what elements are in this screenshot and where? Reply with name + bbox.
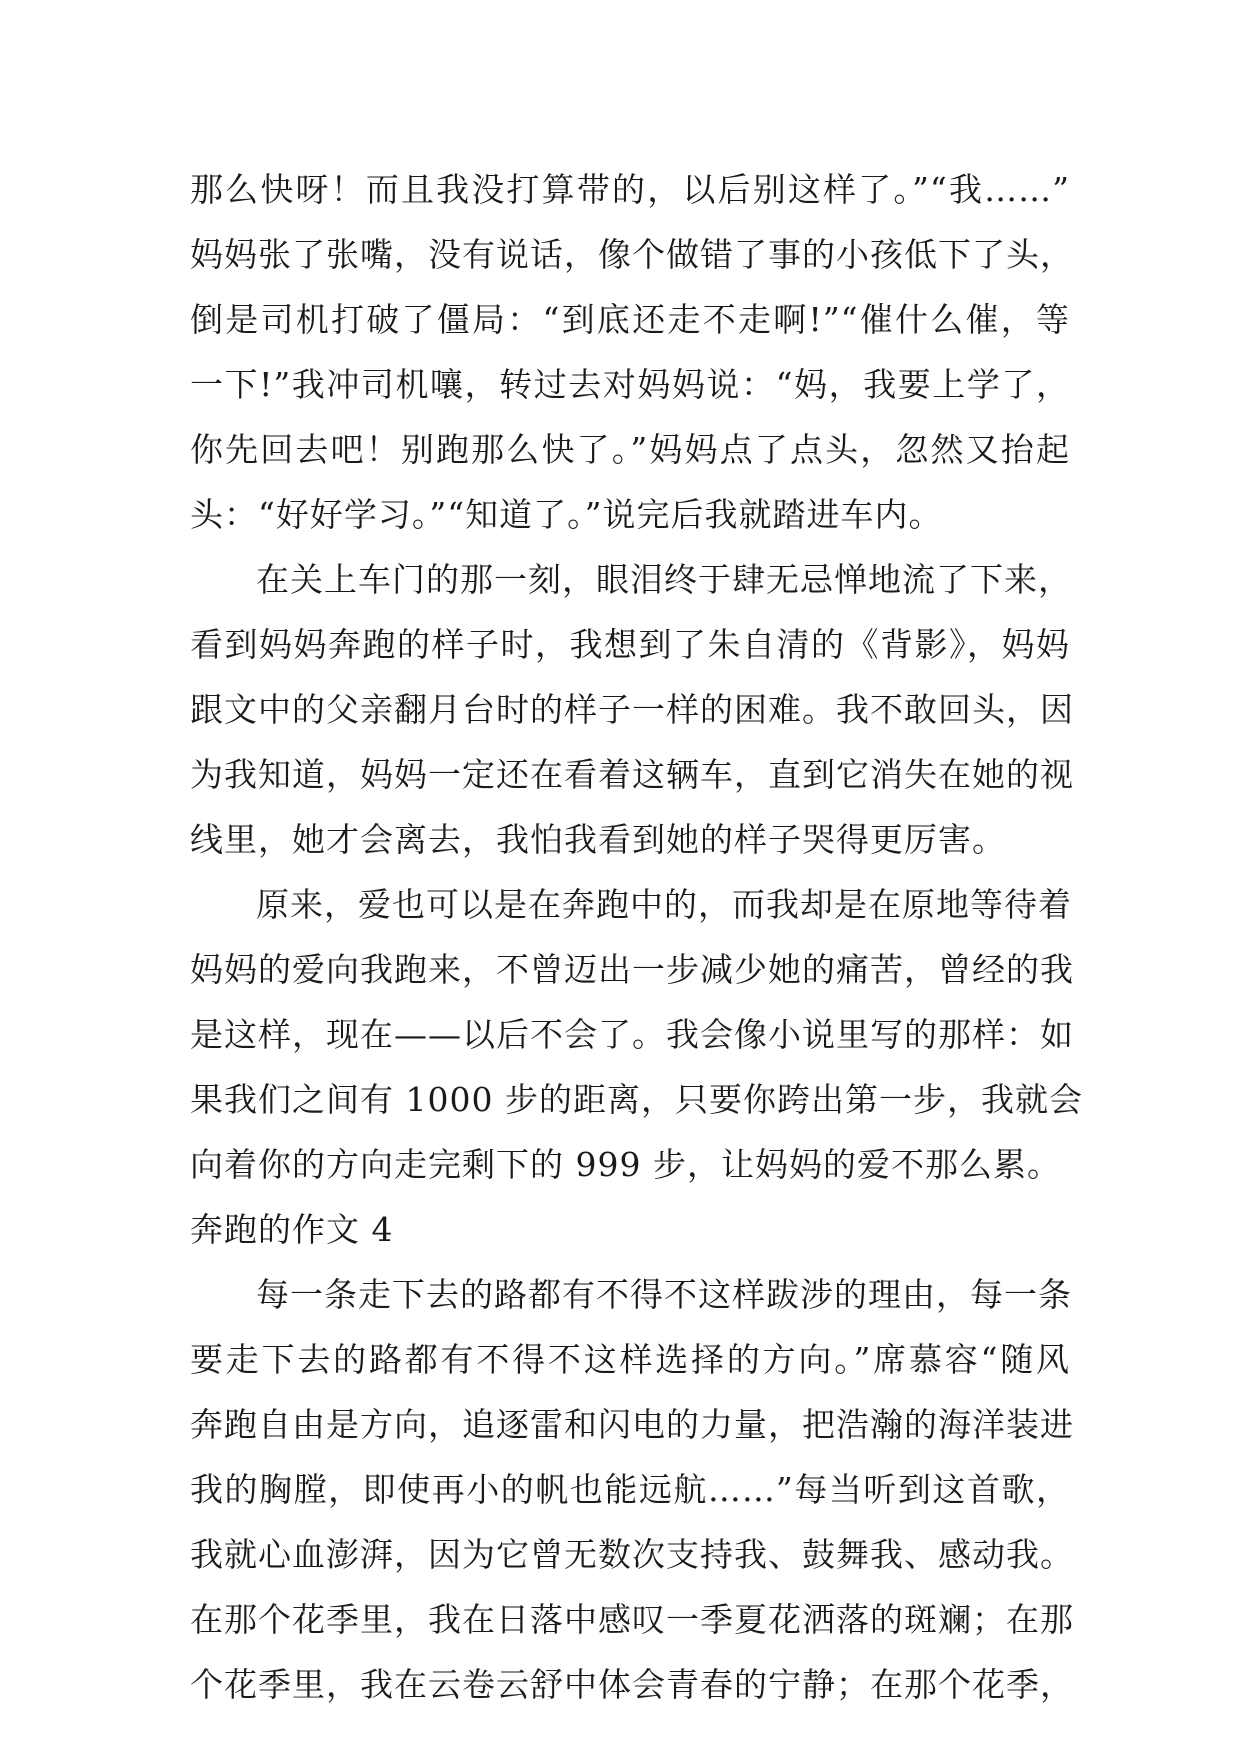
text-line: 要走下去的路都有不得不这样选择的方向。”席慕容“随风 — [190, 1340, 1070, 1379]
text-line: 在那个花季里，我在日落中感叹一季夏花洒落的斑斓；在那 — [190, 1600, 1074, 1639]
text-line: 看到妈妈奔跑的样子时，我想到了朱自清的《背影》，妈妈 — [190, 625, 1070, 664]
text-line: 个花季里，我在云卷云舒中体会青春的宁静；在那个花季， — [190, 1665, 1074, 1704]
text-line: 妈妈的爱向我跑来，不曾迈出一步减少她的痛苦，曾经的我 — [190, 950, 1074, 989]
text-line: 倒是司机打破了僵局：“到底还走不走啊!”“催什么催，等 — [190, 300, 1070, 339]
text-line: 头：“好好学习。”“知道了。”说完后我就踏进车内。 — [190, 495, 943, 534]
paragraph-4 — [190, 1262, 1074, 1717]
text-line: 跟文中的父亲翻月台时的样子一样的困难。我不敢回头，因 — [190, 690, 1074, 729]
text-line: 我就心血澎湃，因为它曾无数次支持我、鼓舞我、感动我。 — [190, 1535, 1074, 1574]
document-body — [190, 157, 1083, 1717]
text-line: 每一条走下去的路都有不得不这样跋涉的理由，每一条 — [256, 1275, 1072, 1314]
text-line: 在关上车门的那一刻，眼泪终于肆无忌惮地流了下来， — [256, 560, 1072, 599]
paragraph-3 — [190, 872, 1083, 1197]
text-line: 是这样，现在——以后不会了。我会像小说里写的那样：如 — [190, 1015, 1074, 1054]
text-line: 原来，爱也可以是在奔跑中的，而我却是在原地等待着 — [256, 885, 1072, 924]
text-line: 你先回去吧！别跑那么快了。”妈妈点了点头，忽然又抬起 — [190, 430, 1070, 469]
text-line: 果我们之间有 1000 步的距离，只要你跨出第一步，我就会 — [190, 1080, 1083, 1119]
paragraph-1 — [190, 157, 1074, 547]
text-line: 一下!”我冲司机嚷，转过去对妈妈说：“妈，我要上学了， — [190, 365, 1070, 404]
text-line: 妈妈张了张嘴，没有说话，像个做错了事的小孩低下了头， — [190, 235, 1074, 274]
heading-text: 奔跑的作文 4 — [190, 1210, 394, 1249]
text-line: 那么快呀！而且我没打算带的，以后别这样了。”“我……” — [190, 170, 1070, 209]
text-line: 我的胸膛，即使再小的帆也能远航……”每当听到这首歌， — [190, 1470, 1070, 1509]
paragraph-2 — [190, 547, 1074, 872]
text-line: 线里，她才会离去，我怕我看到她的样子哭得更厉害。 — [190, 820, 1006, 859]
section-heading — [190, 1197, 1070, 1262]
text-line: 为我知道，妈妈一定还在看着这辆车，直到它消失在她的视 — [190, 755, 1074, 794]
text-line: 奔跑自由是方向，追逐雷和闪电的力量，把浩瀚的海洋装进 — [190, 1405, 1074, 1444]
text-line: 向着你的方向走完剩下的 999 步，让妈妈的爱不那么累。 — [190, 1145, 1061, 1184]
